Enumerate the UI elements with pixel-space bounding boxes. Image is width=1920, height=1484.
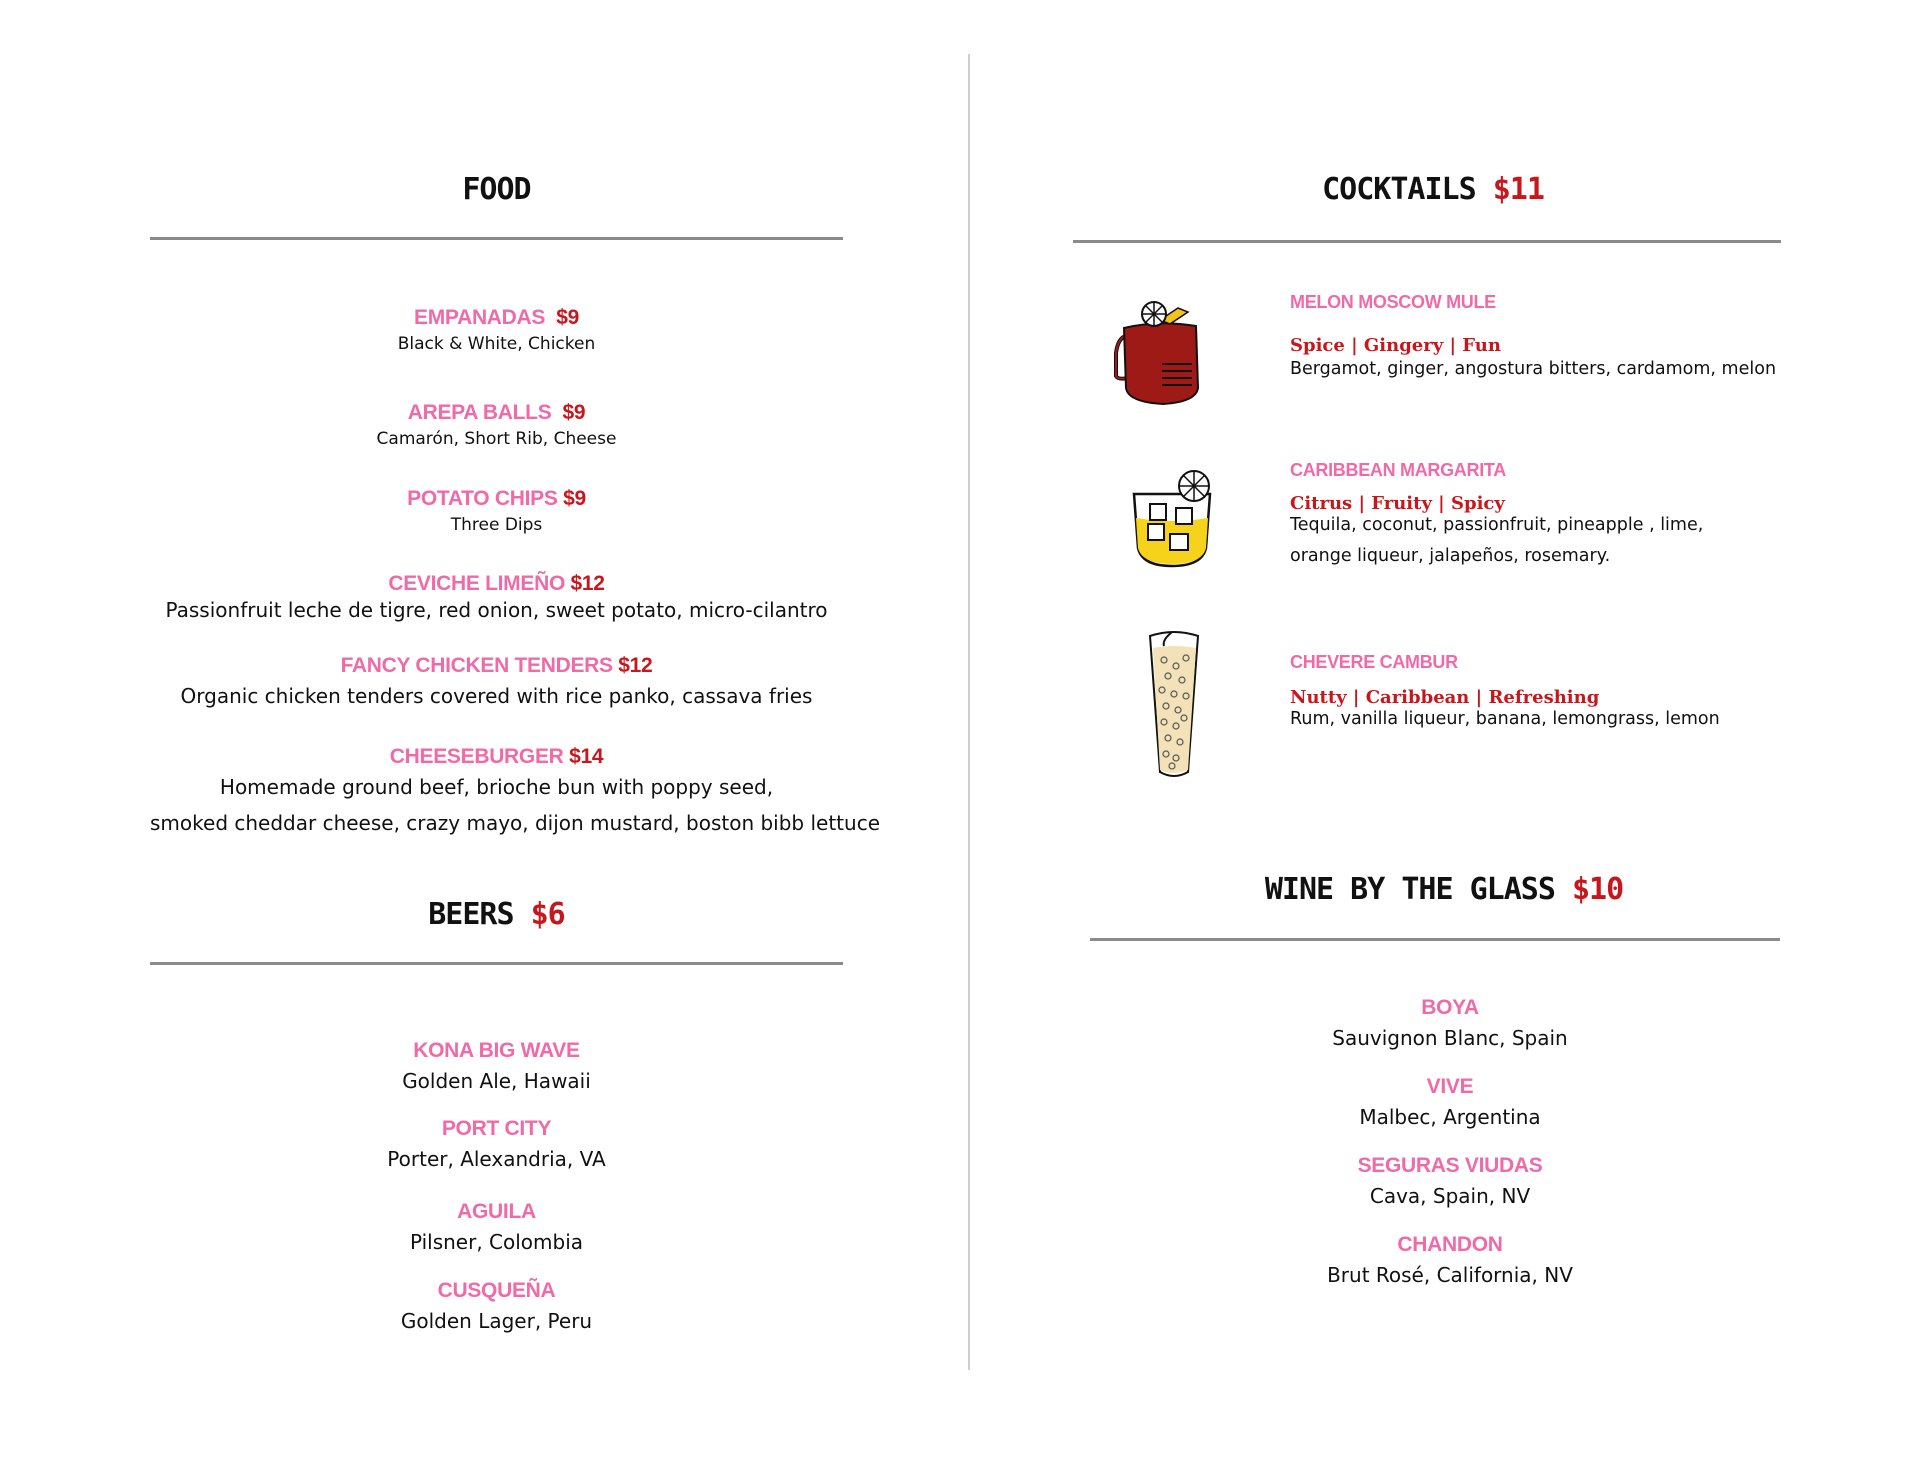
cocktail-item: CHEVERE CAMBUR Nutty | Caribbean | Refreshing Rum, vanilla liqueur, banana, lemongrass, lemon <box>1290 652 1720 729</box>
wine-item: SEGURAS VIUDAS Cava, Spain, NV <box>1357 1154 1543 1208</box>
copper-mug-icon <box>1108 298 1208 408</box>
food-rule <box>150 237 843 240</box>
cocktails-heading: COCKTAILS $11 <box>1322 172 1544 207</box>
food-item: AREPA BALLS $9 Camarón, Short Rib, Cheese <box>376 401 617 449</box>
beer-item: CUSQUEÑA Golden Lager, Peru <box>400 1279 593 1333</box>
food-item: POTATO CHIPS $9 Three Dips <box>407 487 586 535</box>
food-item: EMPANADAS $9 Black & White, Chicken <box>397 306 596 354</box>
column-divider <box>968 54 970 1370</box>
beer-item: KONA BIG WAVE Golden Ale, Hawaii <box>402 1039 591 1093</box>
beer-item: PORT CITY Porter, Alexandria, VA <box>387 1117 606 1171</box>
beer-item: AGUILA Pilsner, Colombia <box>409 1200 584 1254</box>
food-item: CHEESEBURGER $14 Homemade ground beef, brioche bun with poppy seed, smoked cheddar cheese, crazy mayo, dijon mustard, boston bibb lettuce <box>150 745 880 835</box>
wine-heading: WINE BY THE GLASS $10 <box>1264 872 1624 907</box>
food-heading: FOOD <box>462 172 531 207</box>
cocktail-item: MELON MOSCOW MULE Spice | Gingery | Fun Bergamot, ginger, angostura bitters, cardamom, melon <box>1290 292 1777 379</box>
wine-rule <box>1090 938 1780 941</box>
wine-item: VIVE Malbec, Argentina <box>1359 1075 1541 1129</box>
rocks-glass-icon <box>1128 470 1220 570</box>
cocktails-rule <box>1073 240 1781 243</box>
cocktail-item: CARIBBEAN MARGARITA Citrus | Fruity | Spicy Tequila, coconut, passionfruit, pineapple , lime, orange liqueur, jalapeños, rosemary. <box>1290 460 1704 566</box>
food-item: FANCY CHICKEN TENDERS $12 Organic chicken tenders covered with rice panko, cassava fries <box>180 654 813 708</box>
beers-heading: BEERS $6 <box>428 897 565 932</box>
food-item: CEVICHE LIMEÑO $12 Passionfruit leche de tigre, red onion, sweet potato, micro-cilantro <box>165 572 828 622</box>
wine-item: BOYA Sauvignon Blanc, Spain <box>1332 996 1568 1050</box>
beers-rule <box>150 962 843 965</box>
tall-glass-icon <box>1146 626 1202 786</box>
wine-item: CHANDON Brut Rosé, California, NV <box>1327 1233 1573 1287</box>
